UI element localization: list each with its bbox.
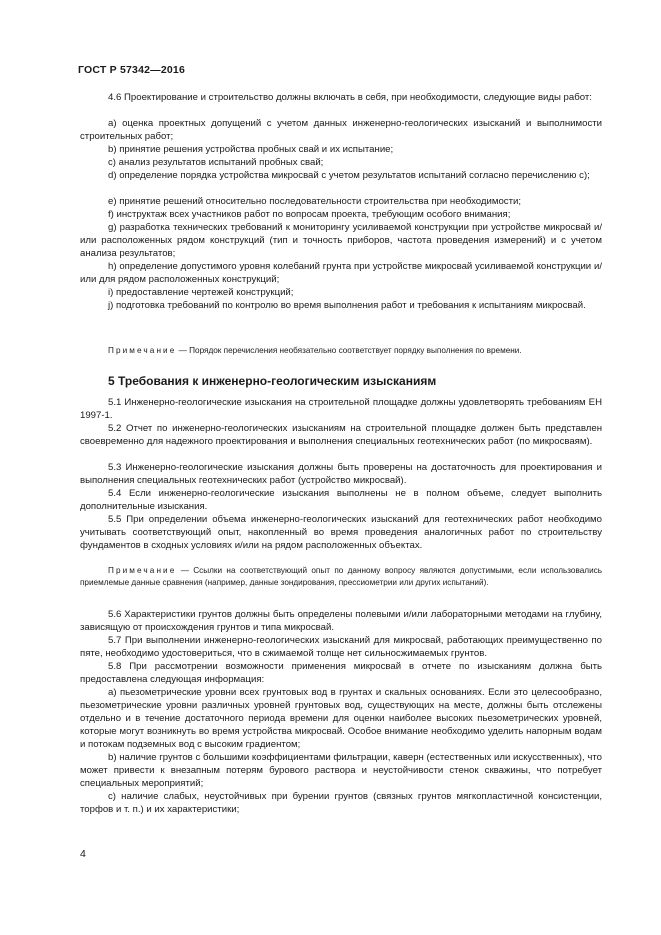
note-text: — Порядок перечисления необязательно соответствует порядку выполнения по времени. xyxy=(176,346,522,355)
section-heading-5: 5 Требования к инженерно-геологическим изысканиям xyxy=(108,374,437,388)
note-label: Примечание xyxy=(108,346,177,355)
list-item-b: b) принятие решения устройства пробных свай и их испытание; xyxy=(108,144,394,155)
paragraph-5-7: 5.7 При выполнении инженерно-геологических изысканий для микросвай, работающих преимущественно по пяте, необходимо удостовериться, что в сжимаемой толще нет сильносжимаемых грунтов. xyxy=(80,635,602,659)
paragraph-5-1: 5.1 Инженерно-геологические изыскания на строительной площадке должны удовлетворять требованиям ЕН 1997-1. xyxy=(80,397,602,421)
list-item-c: c) анализ результатов испытаний пробных свай; xyxy=(108,157,324,168)
note-2 xyxy=(80,565,602,588)
list-item-h: h) определение допустимого уровня колебаний грунта при устройстве микросвай усиливаемой конструкции и/или для рядом расположенных конструкций; xyxy=(80,261,602,285)
list-item-5-8-b: b) наличие грунтов с большими коэффициентами фильтрации, каверн (естественных или искусственных), что может привести к внезапным потерям бурового раствора и неустойчивости стенок скважины, что потребует специальных мероприятий; xyxy=(80,752,602,789)
page-number: 4 xyxy=(80,848,86,860)
list-item-j: j) подготовка требований по контролю во время выполнения работ и требования к испытаниям микросвай. xyxy=(108,300,586,311)
paragraph-5-4: 5.4 Если инженерно-геологические изыскания выполнены не в полном объеме, следует выполнить дополнительные изыскания. xyxy=(80,488,602,512)
note-1 xyxy=(80,345,602,357)
list-item-5-8-c: c) наличие слабых, неустойчивых при бурении грунтов (связных грунтов мягкопластичной консистенции, торфов и т. п.) и их характеристики; xyxy=(80,791,602,815)
list-item-d: d) определение порядка устройства микросвай с учетом результатов испытаний согласно перечислению с); xyxy=(108,170,590,181)
list-item-i: i) предоставление чертежей конструкций; xyxy=(108,287,294,298)
paragraph-5-5: 5.5 При определении объема инженерно-геологических изысканий для геотехнических работ необходимо учитывать соответствующий опыт, накопленный во время проведения аналогичных работ по строительству фундаментов в сходных условиях и/или на рядом расположенных объектах. xyxy=(80,514,602,551)
note-text: — Ссылки на соответствующий опыт по данному вопросу являются допустимыми, если использовались приемлемые данные сравнения (например, данные зондирования, прессиометрии или других испытаний). xyxy=(80,566,602,587)
document-header: ГОСТ Р 57342—2016 xyxy=(78,64,186,76)
list-item-5-8-a: a) пьезометрические уровни всех грунтовых вод в грунтах и скальных основаниях. Если это целесообразно, пьезометрические уровни различных уровней грунтовых вод, существующих на месте, должны быть отслежены отдельно и в течение достаточного периода времени для оценки наиболее высоких пьезометрических уровней, которые могут возникнуть во время устройства микросвай. Особое внимание необходимо уделить напорным водам и потокам подземных вод с высоким градиентом; xyxy=(80,687,602,750)
list-item-a: a) оценка проектных допущений с учетом данных инженерно-геологических изысканий и выполнимости строительных работ; xyxy=(80,118,602,142)
paragraph-5-3: 5.3 Инженерно-геологические изыскания должны быть проверены на достаточность для проектирования и выполнения специальных геотехнических работ (устройство микросвай). xyxy=(80,462,602,486)
list-item-e: e) принятие решений относительно последовательности строительства при необходимости; xyxy=(108,196,521,207)
list-item-g: g) разработка технических требований к мониторингу усиливаемой конструкции при устройстве микросвай и/или расположенных рядом конструкций (тип и точность приборов, частота проведения измерений) и с учетом анализа результатов; xyxy=(80,222,602,259)
paragraph-5-8: 5.8 При рассмотрении возможности применения микросвай в отчете по изысканиям должна быть предоставлена следующая информация: xyxy=(80,661,602,685)
paragraph-5-2: 5.2 Отчет по инженерно-геологических изысканиям на строительной площадке должен быть представлен своевременно для надежного проектирования и выполнения специальных геотехнических работ (по микросваям). xyxy=(80,423,602,447)
note-label: Примечание xyxy=(108,566,177,575)
paragraph-5-6: 5.6 Характеристики грунтов должны быть определены полевыми и/или лабораторными методами на глубину, зависящую от происхождения грунтов и типа микросвай. xyxy=(80,609,602,633)
paragraph-4-6: 4.6 Проектирование и строительство должны включать в себя, при необходимости, следующие виды работ: xyxy=(108,92,592,103)
list-item-f: f) инструктаж всех участников работ по вопросам проекта, требующим особого внимания; xyxy=(108,209,511,220)
